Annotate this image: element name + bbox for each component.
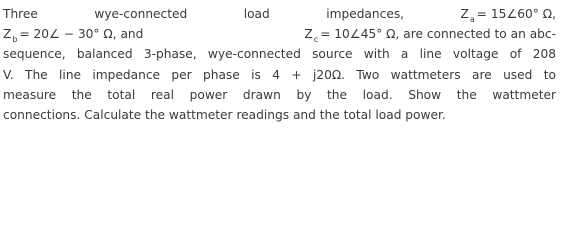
word-three: Three: [3, 7, 38, 21]
word-load: load: [243, 7, 270, 21]
zc-subscript: c: [313, 35, 319, 45]
zc-value: = 10∠45° Ω, are connected to an abc-: [320, 27, 556, 42]
zb-symbol: Z: [3, 27, 12, 42]
impedance-zc: [304, 24, 556, 44]
problem-line-5: measure the total real power drawn by the load. Show the wattmeter: [3, 87, 556, 102]
problem-line-6: connections. Calculate the wattmeter readings and the total load power.: [3, 107, 446, 122]
impedance-zb: [3, 24, 143, 44]
problem-line-2: [3, 24, 556, 44]
zb-subscript: b: [12, 35, 18, 45]
problem-line-3: sequence, balanced 3-phase, wye-connected source with a line voltage of 208: [3, 47, 556, 62]
zb-value: = 20∠ − 30° Ω, and: [19, 27, 144, 42]
word-wye-connected: wye-connected: [94, 7, 188, 21]
za-subscript: a: [469, 15, 475, 24]
problem-line-4: V. The line impedance per phase is 4 + j20Ω. Two wattmeters are used to: [3, 67, 556, 82]
impedance-za: [461, 4, 556, 24]
problem-line-1: [3, 4, 556, 24]
zc-symbol: Z: [304, 27, 313, 42]
za-value: = 15∠60° Ω,: [476, 7, 556, 21]
problem-statement: [3, 4, 556, 125]
za-symbol: Z: [460, 7, 469, 21]
word-impedances: impedances,: [326, 7, 405, 21]
